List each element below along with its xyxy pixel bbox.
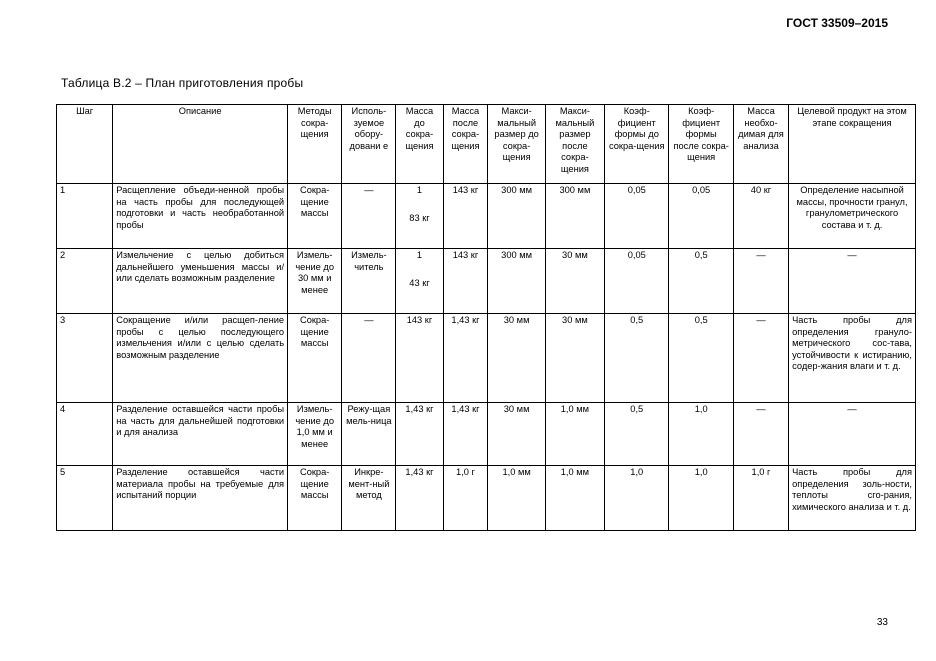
cell-size-after: 1,0 мм bbox=[545, 403, 604, 466]
cell-mass-analysis: 1,0 г bbox=[733, 466, 788, 531]
cell-mass-after: 1,43 кг bbox=[443, 403, 488, 466]
document-code: ГОСТ 33509–2015 bbox=[786, 16, 888, 30]
header-description: Описание bbox=[113, 105, 288, 184]
header-shape-after: Коэф-фициент формы после сокра-щения bbox=[669, 105, 733, 184]
cell-step: 5 bbox=[57, 466, 113, 531]
cell-shape-after: 1,0 bbox=[669, 403, 733, 466]
cell-size-after: 30 мм bbox=[545, 314, 604, 403]
table-row bbox=[57, 466, 916, 531]
cell-method: Измель-чение до 30 мм и менее bbox=[288, 249, 342, 314]
cell-shape-after: 0,05 bbox=[669, 184, 733, 249]
cell-mass-after: 143 кг bbox=[443, 249, 488, 314]
cell-mass-before-top: 1 bbox=[416, 185, 423, 195]
page-number: 33 bbox=[876, 617, 888, 628]
cell-mass-before: 143 кг bbox=[396, 314, 443, 403]
cell-target-product: — bbox=[789, 249, 916, 314]
cell-size-before: 300 мм bbox=[488, 249, 545, 314]
cell-mass-after: 1,43 кг bbox=[443, 314, 488, 403]
table-row bbox=[57, 403, 916, 466]
cell-size-after: 300 мм bbox=[545, 184, 604, 249]
cell-description: Разделение оставшейся части материала пробы на требуемые для испытаний порции bbox=[113, 466, 288, 531]
cell-target-product: Часть пробы для определения грануло-метрического сос-тава, устойчивости к истиранию, содер-жания влаги и т. д. bbox=[789, 314, 916, 403]
cell-mass-before-top: 1 bbox=[416, 250, 423, 260]
cell-shape-before: 0,05 bbox=[605, 249, 669, 314]
cell-shape-after: 0,5 bbox=[669, 249, 733, 314]
cell-equipment: Режу-щая мель-ница bbox=[342, 403, 396, 466]
table-caption: Таблица В.2 – План приготовления пробы bbox=[61, 76, 304, 90]
header-size-before: Макси-мальный размер до сокра-щения bbox=[488, 105, 545, 184]
cell-size-before: 30 мм bbox=[488, 314, 545, 403]
cell-size-before: 30 мм bbox=[488, 403, 545, 466]
cell-shape-after: 1,0 bbox=[669, 466, 733, 531]
cell-mass-before bbox=[396, 249, 443, 314]
cell-equipment: Инкре-мент-ный метод bbox=[342, 466, 396, 531]
header-shape-before: Коэф-фициент формы до сокра-щения bbox=[605, 105, 669, 184]
cell-description: Разделение оставшейся части пробы на часть для дальнейшей подготовки и для анализа bbox=[113, 403, 288, 466]
cell-mass-analysis: 40 кг bbox=[733, 184, 788, 249]
header-equipment: Исполь-зуемое обору-довани е bbox=[342, 105, 396, 184]
cell-step: 4 bbox=[57, 403, 113, 466]
cell-mass-before-value: 83 кг bbox=[409, 212, 430, 223]
cell-shape-before: 0,5 bbox=[605, 314, 669, 403]
cell-step: 3 bbox=[57, 314, 113, 403]
header-mass-analysis: Масса необхо-димая для анализа bbox=[733, 105, 788, 184]
cell-method: Сокра-щение массы bbox=[288, 466, 342, 531]
cell-mass-analysis: — bbox=[733, 249, 788, 314]
cell-method: Сокра-щение массы bbox=[288, 184, 342, 249]
cell-equipment: — bbox=[342, 314, 396, 403]
cell-equipment: — bbox=[342, 184, 396, 249]
cell-target-product: Определение насыпной массы, прочности гранул, гранулометрического состава и т. д. bbox=[789, 184, 916, 249]
cell-shape-before: 1,0 bbox=[605, 466, 669, 531]
cell-target-product: Часть пробы для определения золь-ности, теплоты сго-рания, химического анализа и т. д. bbox=[789, 466, 916, 531]
cell-mass-after: 1,0 г bbox=[443, 466, 488, 531]
cell-step: 1 bbox=[57, 184, 113, 249]
header-step: Шаг bbox=[57, 105, 113, 184]
table-row bbox=[57, 249, 916, 314]
cell-description: Сокращение и/или расщеп-ление пробы с целью последующего измельчения и/или с целью сделать возможным разделение bbox=[113, 314, 288, 403]
cell-description: Расщепление объеди-ненной пробы на часть пробы для последующей подготовки и часть необработанной пробы bbox=[113, 184, 288, 249]
cell-size-before: 300 мм bbox=[488, 184, 545, 249]
cell-shape-before: 0,05 bbox=[605, 184, 669, 249]
table-row bbox=[57, 184, 916, 249]
header-method: Методы сокра-щения bbox=[288, 105, 342, 184]
cell-step: 2 bbox=[57, 249, 113, 314]
cell-equipment: Измель-читель bbox=[342, 249, 396, 314]
cell-description: Измельчение с целью добиться дальнейшего уменьшения массы и/или сделать возможным разделение bbox=[113, 249, 288, 314]
table-row bbox=[57, 314, 916, 403]
table-header-row bbox=[57, 105, 916, 184]
cell-mass-before-value: 43 кг bbox=[409, 277, 430, 288]
cell-shape-before: 0,5 bbox=[605, 403, 669, 466]
cell-mass-before bbox=[396, 184, 443, 249]
cell-method: Сокра-щение массы bbox=[288, 314, 342, 403]
sample-preparation-table bbox=[56, 104, 916, 531]
cell-mass-before: 1,43 кг bbox=[396, 466, 443, 531]
header-mass-after: Масса после сокра-щения bbox=[443, 105, 488, 184]
cell-mass-analysis: — bbox=[733, 403, 788, 466]
cell-mass-analysis: — bbox=[733, 314, 788, 403]
cell-method: Измель-чение до 1,0 мм и менее bbox=[288, 403, 342, 466]
cell-target-product: — bbox=[789, 403, 916, 466]
cell-mass-after: 143 кг bbox=[443, 184, 488, 249]
cell-size-before: 1,0 мм bbox=[488, 466, 545, 531]
cell-mass-before: 1,43 кг bbox=[396, 403, 443, 466]
header-mass-before: Масса до сокра-щения bbox=[396, 105, 443, 184]
header-size-after: Макси-мальный размер после сокра-щения bbox=[545, 105, 604, 184]
cell-size-after: 30 мм bbox=[545, 249, 604, 314]
cell-size-after: 1,0 мм bbox=[545, 466, 604, 531]
header-target-product: Целевой продукт на этом этапе сокращения bbox=[789, 105, 916, 184]
cell-shape-after: 0,5 bbox=[669, 314, 733, 403]
